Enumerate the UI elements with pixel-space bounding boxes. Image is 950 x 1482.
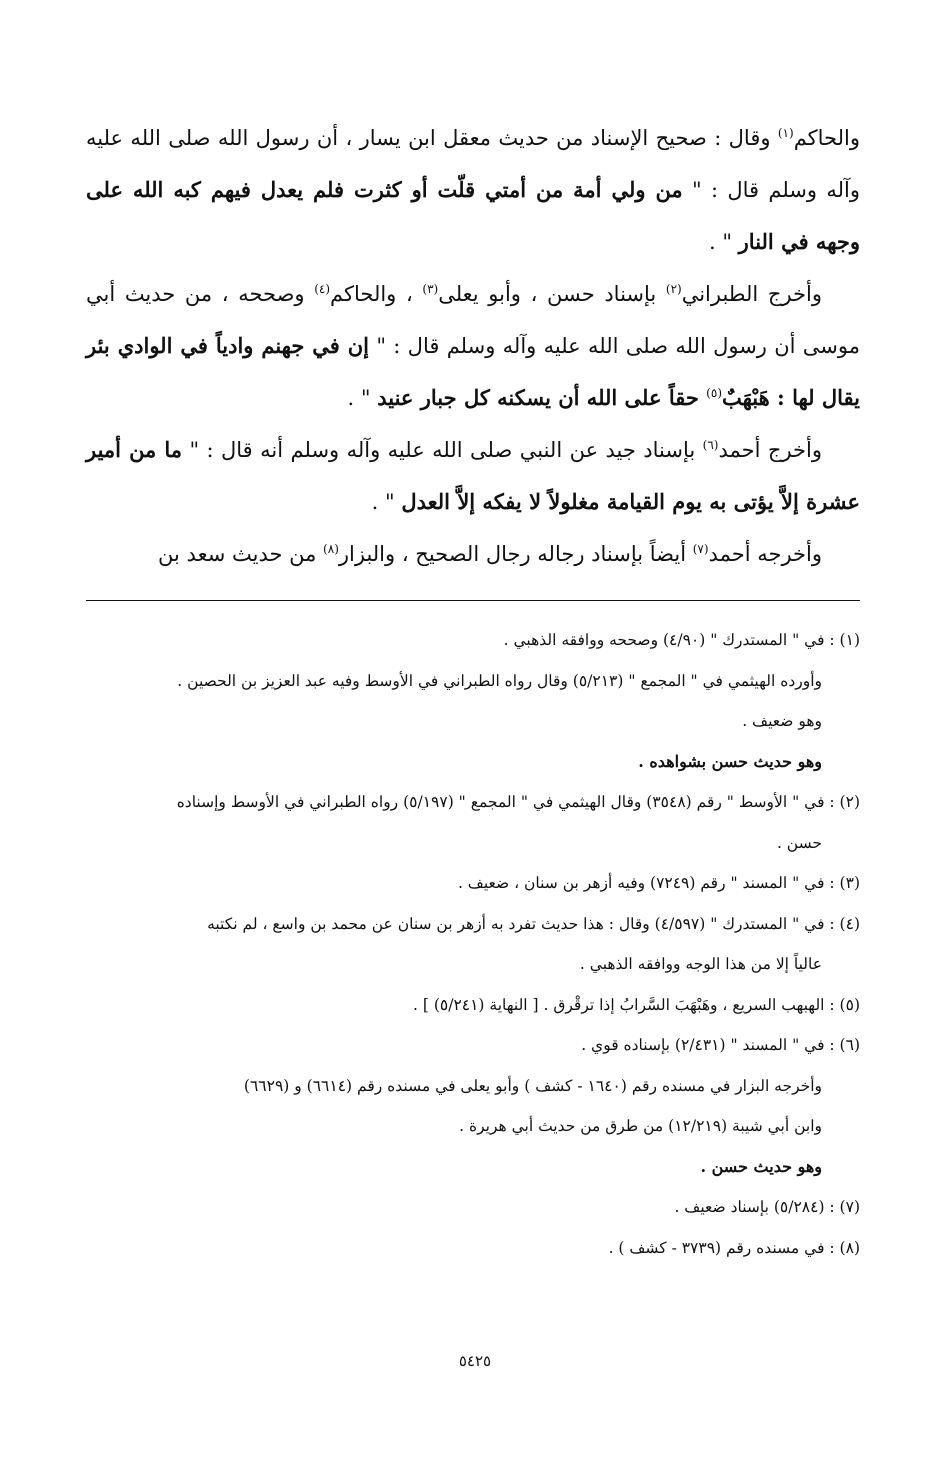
text-run: " . xyxy=(708,230,739,254)
text-run: والحاكم xyxy=(793,126,860,150)
footnote-line: وهو ضعيف . xyxy=(742,712,822,730)
footnote-line: وأخرجه البزار في مسنده رقم (١٦٤٠ - كشف ) وأبو يعلى في مسنده رقم (٦٦١٤) و (٦٦٢٩) xyxy=(243,1076,822,1095)
paragraph-2 xyxy=(86,268,860,424)
footnote-ref: (١) xyxy=(777,126,794,140)
page-number: ٥٤٢٥ xyxy=(458,1352,492,1370)
footnote-line: (٢) : في " الأوسط " رقم (٣٥٤٨) وقال الهيثمي في " المجمع " (٥/١٩٧) رواه الطبراني في الأوسط وإسناده xyxy=(176,793,860,811)
footnote-line: (٧) : (٥/٢٨٤) بإسناد ضعيف . xyxy=(674,1198,860,1216)
footnote-line: (٦) : في " المسند " (٢/٤٣١) بإسناده قوي . xyxy=(581,1036,860,1054)
text-run: " . xyxy=(371,490,402,514)
footnote-line: (٥) : الهبهب السريع ، وهَبْهَبَ السَّرابُ إذا ترقْرق . [ النهاية (٥/٢٤١) ] . xyxy=(413,995,860,1014)
footnote-line: عالياً إلا من هذا الوجه ووافقه الذهبي . xyxy=(579,955,822,973)
footnote-line: وهو حديث حسن . xyxy=(700,1156,822,1176)
text-run: بإسناد جيد عن النبي صلى الله عليه وآله وسلم أنه قال : " xyxy=(182,438,703,462)
text-run: " . xyxy=(347,386,378,410)
footnote-ref: (٢) xyxy=(665,282,682,296)
footnote-ref: (٣) xyxy=(422,282,439,296)
text-run: بإسناد حسن ، وأبو يعلى xyxy=(438,282,666,306)
paragraph-4 xyxy=(86,528,860,580)
hadith-text: حقاً على الله أن يسكنه كل جبار عنيد xyxy=(377,385,707,410)
footnote-line: حسن . xyxy=(776,833,822,852)
text-run: وقال : صحيح الإسناد من حديث معقل ابن يسار ، أن رسول الله صلى الله عليه وآله وسلم قال : " xyxy=(86,126,860,202)
footnote-line: وابن أبي شيبة (١٢/٢١٩) من طرق من حديث أبي هريرة . xyxy=(459,1117,822,1135)
paragraph-1 xyxy=(86,112,860,268)
footnote-divider xyxy=(86,600,860,601)
footnote-line: (١) : في " المستدرك " (٤/٩٠) وصححه ووافقه الذهبي . xyxy=(503,631,860,649)
footnote-ref: (٨) xyxy=(323,542,339,556)
footnote-ref: (٧) xyxy=(692,542,709,556)
hadith-text: ما من أمير عشرة إلاَّ يؤتى به يوم القيامة مغلولاً لا يفكه إلاَّ العدل xyxy=(86,437,860,514)
hadith-text: من ولي أمة من أمتي قلّت أو كثرت فلم يعدل فيهم كبه الله على وجهه في النار xyxy=(86,177,860,254)
footnote-line: وأورده الهيثمي في " المجمع " (٥/٢١٣) وقال رواه الطبراني في الأوسط وفيه عبد العزيز بن الحصين . xyxy=(177,671,822,690)
footnotes xyxy=(86,620,860,1268)
footnote-ref: (٤) xyxy=(314,282,331,296)
text-run: وأخرج أحمد xyxy=(718,438,822,462)
footnote-ref: (٦) xyxy=(702,438,719,452)
text-run: وأخرج الطبراني xyxy=(681,282,823,306)
footnote-ref: (٥) xyxy=(706,386,722,400)
main-text xyxy=(86,112,860,580)
text-run: ، والحاكم xyxy=(330,282,423,306)
text-run: وصححه ، من حديث أبي موسى أن رسول الله صلى الله عليه وآله وسلم قال : " xyxy=(86,282,860,358)
footnote-line: وهو حديث حسن بشواهده . xyxy=(638,751,822,771)
paragraph-3 xyxy=(86,424,860,528)
text-run: وأخرجه أحمد xyxy=(708,542,822,566)
hadith-text: إن في جهنم وادياً في الوادي بئر يقال لها : هَبْهَبٌ xyxy=(86,333,860,410)
footnote-line: (٨) : في مسنده رقم (٣٧٣٩ - كشف ) . xyxy=(608,1238,860,1257)
footnote-line: (٣) : في " المسند " رقم (٧٢٤٩) وفيه أزهر بن سنان ، ضعيف . xyxy=(457,874,860,892)
footnote-line: (٤) : في " المستدرك " (٤/٥٩٧) وقال : هذا حديث تفرد به أزهر بن سنان عن محمد بن واسع ، لم نكتبه xyxy=(207,914,860,933)
text-run: من حديث سعد بن xyxy=(158,542,324,566)
text-run: أيضاً بإسناد رجاله رجال الصحيح ، والبزار xyxy=(338,542,693,566)
